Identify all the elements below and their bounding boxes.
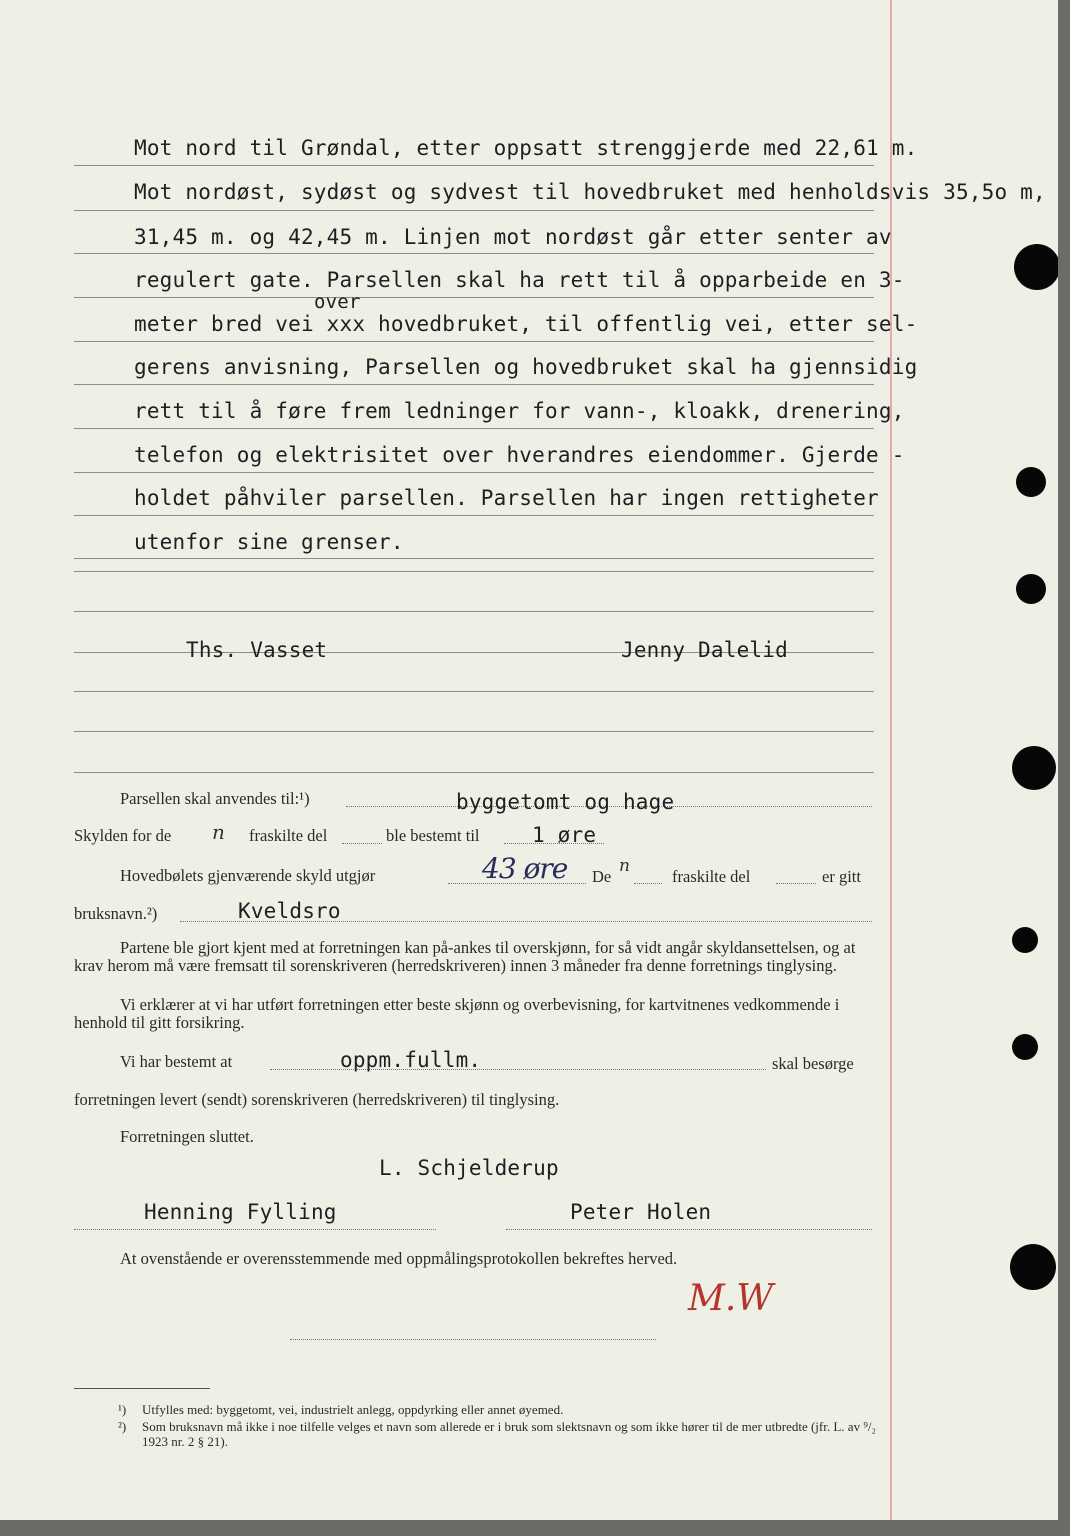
typed-line: meter bred vei xxx hovedbruket, til offentlig vei, etter sel- bbox=[134, 312, 918, 336]
ruled-line bbox=[74, 384, 874, 385]
confirmation-text: At ovenstående er overensstemmende med oppmålingsprotokollen bekreftes herved. bbox=[120, 1249, 678, 1268]
typed-line: rett til å føre frem ledninger for vann-, kloakk, drenering, bbox=[134, 399, 905, 423]
typed-line: holdet påhviler parsellen. Parsellen har ingen rettigheter bbox=[134, 486, 879, 510]
typed-line: telefon og elektrisitet over hverandres eiendommer. Gjerde - bbox=[134, 443, 905, 467]
ruled-line bbox=[74, 472, 874, 473]
skyld-value: 1 øre bbox=[532, 823, 597, 847]
use-value: byggetomt og hage bbox=[456, 790, 675, 814]
fill-line bbox=[776, 883, 816, 884]
ruled-line bbox=[74, 210, 874, 211]
use-label: Parsellen skal anvendes til:¹) bbox=[120, 789, 310, 808]
de-suffix: n bbox=[619, 856, 630, 876]
signature-typed: Ths. Vasset bbox=[186, 638, 328, 662]
punch-hole bbox=[1012, 1034, 1038, 1060]
footnote-text: Som bruksnavn må ikke i noe tilfelle velges et navn som allerede er i bruk som slektsnavn og som ikke hører til de mer utbredte (jfr. L. av ⁹/₂ 1923 nr. 2 § 21). bbox=[142, 1419, 876, 1449]
footnote-mark: ¹) bbox=[118, 1402, 127, 1417]
hoved-label: Hovedbølets gjenværende skyld utgjør bbox=[120, 866, 376, 885]
ruled-line bbox=[74, 571, 874, 572]
ruled-line bbox=[74, 297, 874, 298]
er-gitt-label: er gitt bbox=[822, 867, 861, 886]
witness-signature-right: Peter Holen bbox=[570, 1200, 712, 1224]
footnote-text: Utfylles med: byggetomt, vei, industrielt anlegg, oppdyrking eller annet øyemed. bbox=[142, 1402, 564, 1417]
bruksnavn-label: bruksnavn.²) bbox=[74, 904, 158, 923]
hoved-value: 43 øre bbox=[482, 852, 568, 885]
punch-hole bbox=[1012, 927, 1038, 953]
typed-line: Mot nordøst, sydøst og sydvest til hovedbruket med henholdsvis 35,5o m, bbox=[134, 180, 1046, 204]
confirmation-signature-line bbox=[290, 1339, 656, 1340]
typed-line: gerens anvisning, Parsellen og hovedbruket skal ha gjennsidig bbox=[134, 355, 918, 379]
appeal-paragraph: Partene ble gjort kjent med at forretningen kan på-ankes til overskjønn, for så vidt angår skyldansettelsen, og at krav herom må være fremsatt til sorenskriveren (herredskriveren) innen 3 måneder fra denne forretnings tinglysing. bbox=[74, 938, 856, 975]
punch-hole bbox=[1014, 244, 1058, 290]
ruled-line bbox=[74, 772, 874, 773]
bestemt-label: ble bestemt til bbox=[386, 826, 480, 845]
typed-insertion: over bbox=[314, 291, 361, 313]
witness-signature-left: Henning Fylling bbox=[144, 1200, 337, 1224]
de-label: De bbox=[592, 867, 612, 886]
handwritten-initials: M.W bbox=[688, 1278, 774, 1319]
signature-typed: Jenny Dalelid bbox=[621, 638, 788, 662]
ruled-line bbox=[74, 515, 874, 516]
ruled-line bbox=[74, 731, 874, 732]
fill-line bbox=[342, 843, 382, 844]
footnote-mark: ²) bbox=[118, 1419, 127, 1434]
ruled-line bbox=[74, 558, 874, 559]
fraskilte-label: fraskilte del bbox=[672, 867, 751, 886]
levert-line: forretningen levert (sendt) sorenskriveren (herredskriveren) til tinglysing. bbox=[74, 1090, 560, 1109]
ruled-line bbox=[74, 341, 874, 342]
bestemt-at-label: Vi har bestemt at bbox=[120, 1052, 233, 1071]
sluttet-line: Forretningen sluttet. bbox=[120, 1127, 254, 1146]
signature-line bbox=[506, 1229, 872, 1230]
fill-line bbox=[634, 883, 662, 884]
skyld-suffix: n bbox=[212, 820, 225, 844]
punch-hole bbox=[1012, 746, 1056, 790]
footnote bbox=[118, 1419, 878, 1449]
declaration-paragraph: Vi erklærer at vi har utført forretningen etter beste skjønn og overbevisning, for kartvitnenes vedkommende i henhold til gitt forsikring. bbox=[74, 995, 840, 1032]
punch-hole bbox=[1010, 1244, 1056, 1290]
typed-line: regulert gate. Parsellen skal ha rett til å opparbeide en 3- bbox=[134, 268, 905, 292]
ruled-line bbox=[74, 428, 874, 429]
typed-line: Mot nord til Grøndal, etter oppsatt strenggjerde med 22,61 m. bbox=[134, 136, 918, 160]
ruled-line bbox=[74, 611, 874, 612]
signature-line bbox=[74, 1229, 436, 1230]
typed-line: utenfor sine grenser. bbox=[134, 530, 404, 554]
typed-line: 31,45 m. og 42,45 m. Linjen mot nordøst går etter senter av bbox=[134, 225, 892, 249]
bruksnavn-value: Kveldsro bbox=[238, 899, 341, 923]
punch-hole bbox=[1016, 467, 1046, 497]
bestemt-value: oppm.fullm. bbox=[340, 1048, 482, 1072]
ruled-line bbox=[74, 253, 874, 254]
footnote bbox=[118, 1402, 878, 1417]
ruled-line bbox=[74, 165, 874, 166]
chair-signature: L. Schjelderup bbox=[379, 1156, 559, 1180]
footnote-separator bbox=[74, 1388, 210, 1389]
besorge-label: skal besørge bbox=[772, 1054, 854, 1073]
skyld-label: Skylden for de bbox=[74, 826, 172, 845]
punch-hole bbox=[1016, 574, 1046, 604]
ruled-line bbox=[74, 691, 874, 692]
fraskilte-label: fraskilte del bbox=[249, 826, 328, 845]
